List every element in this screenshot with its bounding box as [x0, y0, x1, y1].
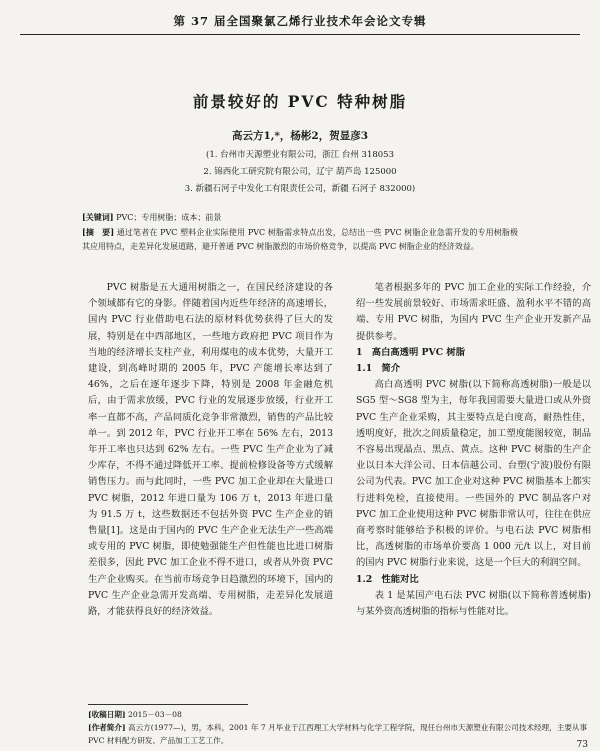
abstract: [82, 225, 518, 254]
section-heading-1: 1 高白高透明 PVC 树脂: [356, 346, 465, 358]
header-rule: [20, 34, 580, 35]
intro-paragraph: 笔者根据多年的 PVC 加工企业的实际工作经验，介绍一些发展前景较好、市场需求旺盛、盈利水平不错的高端、专用 PVC 树脂，为国内 PVC 生产企业开发新产品提供参考。: [356, 282, 591, 342]
abstract-text: 通过笔者在 PVC 塑料企业实际使用 PVC 树脂需求特点出发，总结出一些 PVC 树脂企业急需开发的专用树脂极其应用特点，走差异化发展道路，避开普通 PVC 树脂激烈的市场价格竞争，以提高 PVC 树脂企业的经济效益。: [82, 228, 518, 251]
keywords-abstract-block: [82, 210, 518, 254]
page-number: 73: [576, 740, 588, 750]
subsection-heading-1-2: 1.2 性能对比: [356, 573, 419, 585]
subsection-1-2-text: 表 1 是某国产电石法 PVC 树脂(以下简称普透树脂)与某外资高透树脂的指标与性能对比。: [356, 589, 591, 618]
received-date: [88, 708, 588, 721]
author-line: 高云方1,*，杨彬2，贺显彦3: [231, 130, 369, 142]
article-title: 前景较好的 PVC 特种树脂: [192, 92, 408, 111]
abstract-label: [摘 要]: [82, 227, 115, 237]
subsection-1-1-text: 高白高透明 PVC 树脂(以下简称高透树脂)一般是以 SG5 型～SG8 型为主，每年我国需要大量进口或从外资 PVC 生产企业采购，其主要特点是白度高，耐热性佳，透明度好，批次之间质量稳定，加工塑度能图较宽，制品不容易出现晶点、黑点、黄点。这种 PVC 树脂的生产企业以日本大洋公司、日本信越公司、台塑(宁波)股份有限公司为代表。PVC 加工企业对这种 PVC 树脂基本上都实行进料免检，直接使用。一些国外的 PVC 制品客户对 PVC 加工企业使用这种 PVC 树脂非常认可，往往在供应商考察时能够给予积极的评价。与电石法 PVC 树脂相比，高透树脂的市场单价要高 1 000 元/t 以上，对目前的国内 PVC 树脂行业来说，这是一个巨大的利润空间。: [356, 379, 591, 569]
running-header: 第 37 届全国聚氯乙烯行业技术年会论文专辑: [173, 14, 427, 28]
right-column: [356, 280, 591, 620]
affiliation-1: (1. 台州市天源塑业有限公司，浙江 台州 318053: [206, 150, 394, 160]
left-column: [88, 280, 333, 620]
affiliation-2: 2. 锦西化工研究院有限公司，辽宁 葫芦岛 125000: [203, 167, 397, 177]
affiliation-3: 3. 新疆石河子中发化工有限责任公司，新疆 石河子 832000): [184, 184, 416, 194]
author-bio: [88, 721, 588, 747]
footnote: [88, 708, 588, 747]
subsection-heading-1-1: 1.1 简介: [356, 363, 401, 375]
keywords: [82, 210, 518, 225]
bio-text: 高云方(1977—)，男，本科，2001 年 7 月毕业于江西理工大学材料与化学工程学院，现任台州市天源塑业有限公司技术经理，主要从事 PVC 材料配方研发、产品加工工艺工作。: [88, 723, 588, 745]
received-value: 2015－03－08: [127, 710, 182, 719]
body-paragraph: PVC 树脂是五大通用树脂之一，在国民经济建设的各个领域都有它的身影。伴随着国内近些年经济的高速增长，国内 PVC 行业借助电石法的原材料优势获得了巨大的发展，特别是在中西部地区，一些地方政府把 PVC 项目作为当地的经济增长支柱产业，利用煤电的成本优势，大量开工建设，到高峰时期的 2005 年，PVC 产能增长率达到了 46%，之后在逐年逐步下降，特别是 2008 年金融危机后，由于需求放缓，PVC 行业的发展逐步放缓，行业开工率一直都不高，产品同质化竞争非常激烈，销售的产品比较单一。到 2012 年，PVC 行业开工率在 56% 左右，2013 年开工率也只达到 62% 左右。一些 PVC 生产企业为了减少库存，不得不通过降低开工率、提前检修设备等方式缓解销售压力。而与此同时，一些 PVC 加工企业却在大量进口 PVC 树脂，2012 年进口量为 106 万 t，2013 年进口量为 91.5 万 t，这些数据还不包括外资 PVC 生产企业的销售量[1]。这是由于国内的 PVC 生产企业无法生产一些高端或专用的 PVC 树脂，即使勉强能生产但性能也比进口树脂差很多，因此 PVC 加工企业不得不进口，或者从外资 PVC 生产企业购买。在当前市场竞争日趋激烈的环境下，国内的 PVC 生产企业急需开发高端、专用树脂，走差异化发展道路，才能获得良好的经济效益。: [88, 282, 333, 618]
received-label: [收稿日期]: [88, 710, 126, 719]
keywords-label: [关键词]: [82, 212, 114, 222]
bio-label: [作者简介]: [88, 723, 126, 732]
affiliations: [0, 147, 600, 198]
keywords-text: PVC；专用树脂；成本；前景: [116, 213, 222, 222]
footnote-rule: [88, 704, 248, 705]
